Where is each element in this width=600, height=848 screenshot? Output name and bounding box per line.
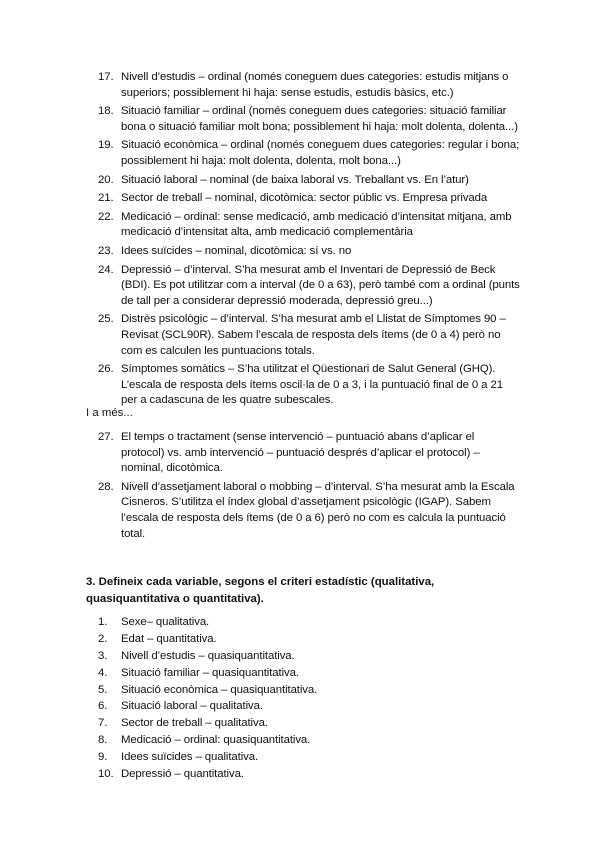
i-a-mes-text: I a més... <box>86 407 133 419</box>
item-text: Situació econòmica – quasiquantitativa. <box>121 683 318 696</box>
item-text: El temps o tractament (sense intervenció – puntuació abans d’aplicar el protocol) vs. amb intervenció – puntuació després d’aplicar el protocol) – nominal, dicotòmica. <box>121 431 480 475</box>
item-text: Idees suïcides – qualitativa. <box>121 751 259 764</box>
list-item <box>0 138 600 169</box>
list-item <box>0 173 600 189</box>
item-number: 22. <box>98 210 114 223</box>
item-number: 2. <box>98 632 108 645</box>
item-text: Situació laboral – nominal (de baixa laboral vs. Treballant vs. En l’atur) <box>121 173 469 186</box>
item-number: 6. <box>98 700 108 713</box>
item-text: Edat – quantitativa. <box>121 632 217 645</box>
item-text: Sector de treball – nominal, dicotòmica: sector públic vs. Empresa privada <box>121 192 488 205</box>
item-number: 26. <box>98 363 114 376</box>
item-text: Sexe– qualitativa. <box>121 616 210 628</box>
list-item <box>0 312 600 359</box>
list-item <box>0 683 600 699</box>
item-number: 3. <box>98 649 108 662</box>
item-text: Situació econòmica – ordinal (només coneguem dues categories: regular i bona; possiblement hi haja: molt dolenta, dolenta, molt bona...) <box>121 139 520 167</box>
item-text: Nivell d’estudis – ordinal (només coneguem dues categories: estudis mitjans o superiors; possiblement hi haja: sense estudis, estudis bàsics, etc.) <box>121 71 509 99</box>
item-text: Situació familiar – ordinal (només coneguem dues categories: situació familiar bona o situació familiar molt bona; possiblement hi haja: molt dolenta, dolenta...) <box>121 105 518 133</box>
item-text: Distrès psicològic – d’interval. S’ha mesurat amb el Llistat de Símptomes 90 – Revisat (SCL90R). Sabem l’escala de resposta dels ítems (de 0 a 4) però no com es calculen les puntuacions totals. <box>121 313 506 357</box>
item-number: 4. <box>98 666 108 679</box>
item-text: Sector de treball – qualitativa. <box>121 717 268 730</box>
list-item <box>0 750 600 766</box>
list-item <box>0 362 600 409</box>
list-item <box>0 699 600 715</box>
list-item <box>0 716 600 732</box>
item-number: 27. <box>98 431 114 443</box>
item-number: 10. <box>98 768 114 781</box>
list-item <box>0 480 600 542</box>
list-item <box>0 244 600 260</box>
section-heading: 3. Defineix cada variable, segons el criteri estadístic (qualitativa, quasiquantitativa o quantitativa). <box>86 576 435 605</box>
list-item <box>0 733 600 749</box>
item-text: Depressió – d’interval. S’ha mesurat amb el Inventari de Depressió de Beck (BDI). Es pot utilitzar com a interval (de 0 a 63), però també com a ordinal (punts de tall per a considerar depressió moderada, depressió greu...) <box>121 263 520 307</box>
item-number: 1. <box>98 616 108 628</box>
list-item <box>0 210 600 241</box>
list-item <box>0 104 600 135</box>
item-number: 9. <box>98 751 108 764</box>
classification-list <box>0 615 600 784</box>
item-number: 25. <box>98 313 114 326</box>
item-text: Situació familiar – quasiquantitativa. <box>121 666 299 679</box>
variable-list <box>0 70 600 412</box>
list-item <box>0 666 600 682</box>
item-text: Medicació – ordinal: sense medicació, amb medicació d’intensitat mitjana, amb medicació d’intensitat alta, amb medicació complementària <box>121 210 512 239</box>
item-number: 23. <box>98 244 114 257</box>
item-text: Situació laboral – qualitativa. <box>121 700 263 713</box>
item-number: 5. <box>98 683 108 696</box>
extra-variable-list <box>0 430 600 545</box>
list-item <box>0 615 600 631</box>
item-number: 28. <box>98 480 114 493</box>
list-item <box>0 430 600 477</box>
list-item <box>0 70 600 101</box>
item-number: 17. <box>98 71 114 83</box>
list-item <box>0 632 600 648</box>
item-text: Nivell d’assetjament laboral o mobbing – d’interval. S’ha mesurat amb la Escala Cisneros. S’utilitza el índex global d’assetjament psicològic (IGAP). Sabem l’escala de resposta dels ítems (de 0 a 6) però no com es calcula la puntuació total. <box>121 480 515 540</box>
list-item <box>0 649 600 665</box>
list-item <box>0 191 600 207</box>
list-item <box>0 263 600 310</box>
item-number: 8. <box>98 734 108 747</box>
item-text: Idees suïcides – nominal, dicotòmica: sí vs. no <box>121 244 352 257</box>
item-number: 19. <box>98 139 114 152</box>
item-number: 7. <box>98 717 108 730</box>
item-number: 18. <box>98 105 114 118</box>
item-number: 24. <box>98 263 114 276</box>
item-text: Medicació – ordinal: quasiquantitativa. <box>121 734 311 747</box>
item-text: Nivell d’estudis – quasiquantitativa. <box>121 649 295 662</box>
item-number: 20. <box>98 173 114 186</box>
item-text: Símptomes somàtics – S’ha utilitzat el Qüestionari de Salut General (GHQ). L’escala de resposta dels ítems oscil·la de 0 a 3, i la puntuació final de 0 a 21 per a cadascuna de les quatre subescales. <box>121 363 503 407</box>
item-number: 21. <box>98 192 114 205</box>
list-item <box>0 767 600 783</box>
item-text: Depressió – quantitativa. <box>121 768 244 781</box>
